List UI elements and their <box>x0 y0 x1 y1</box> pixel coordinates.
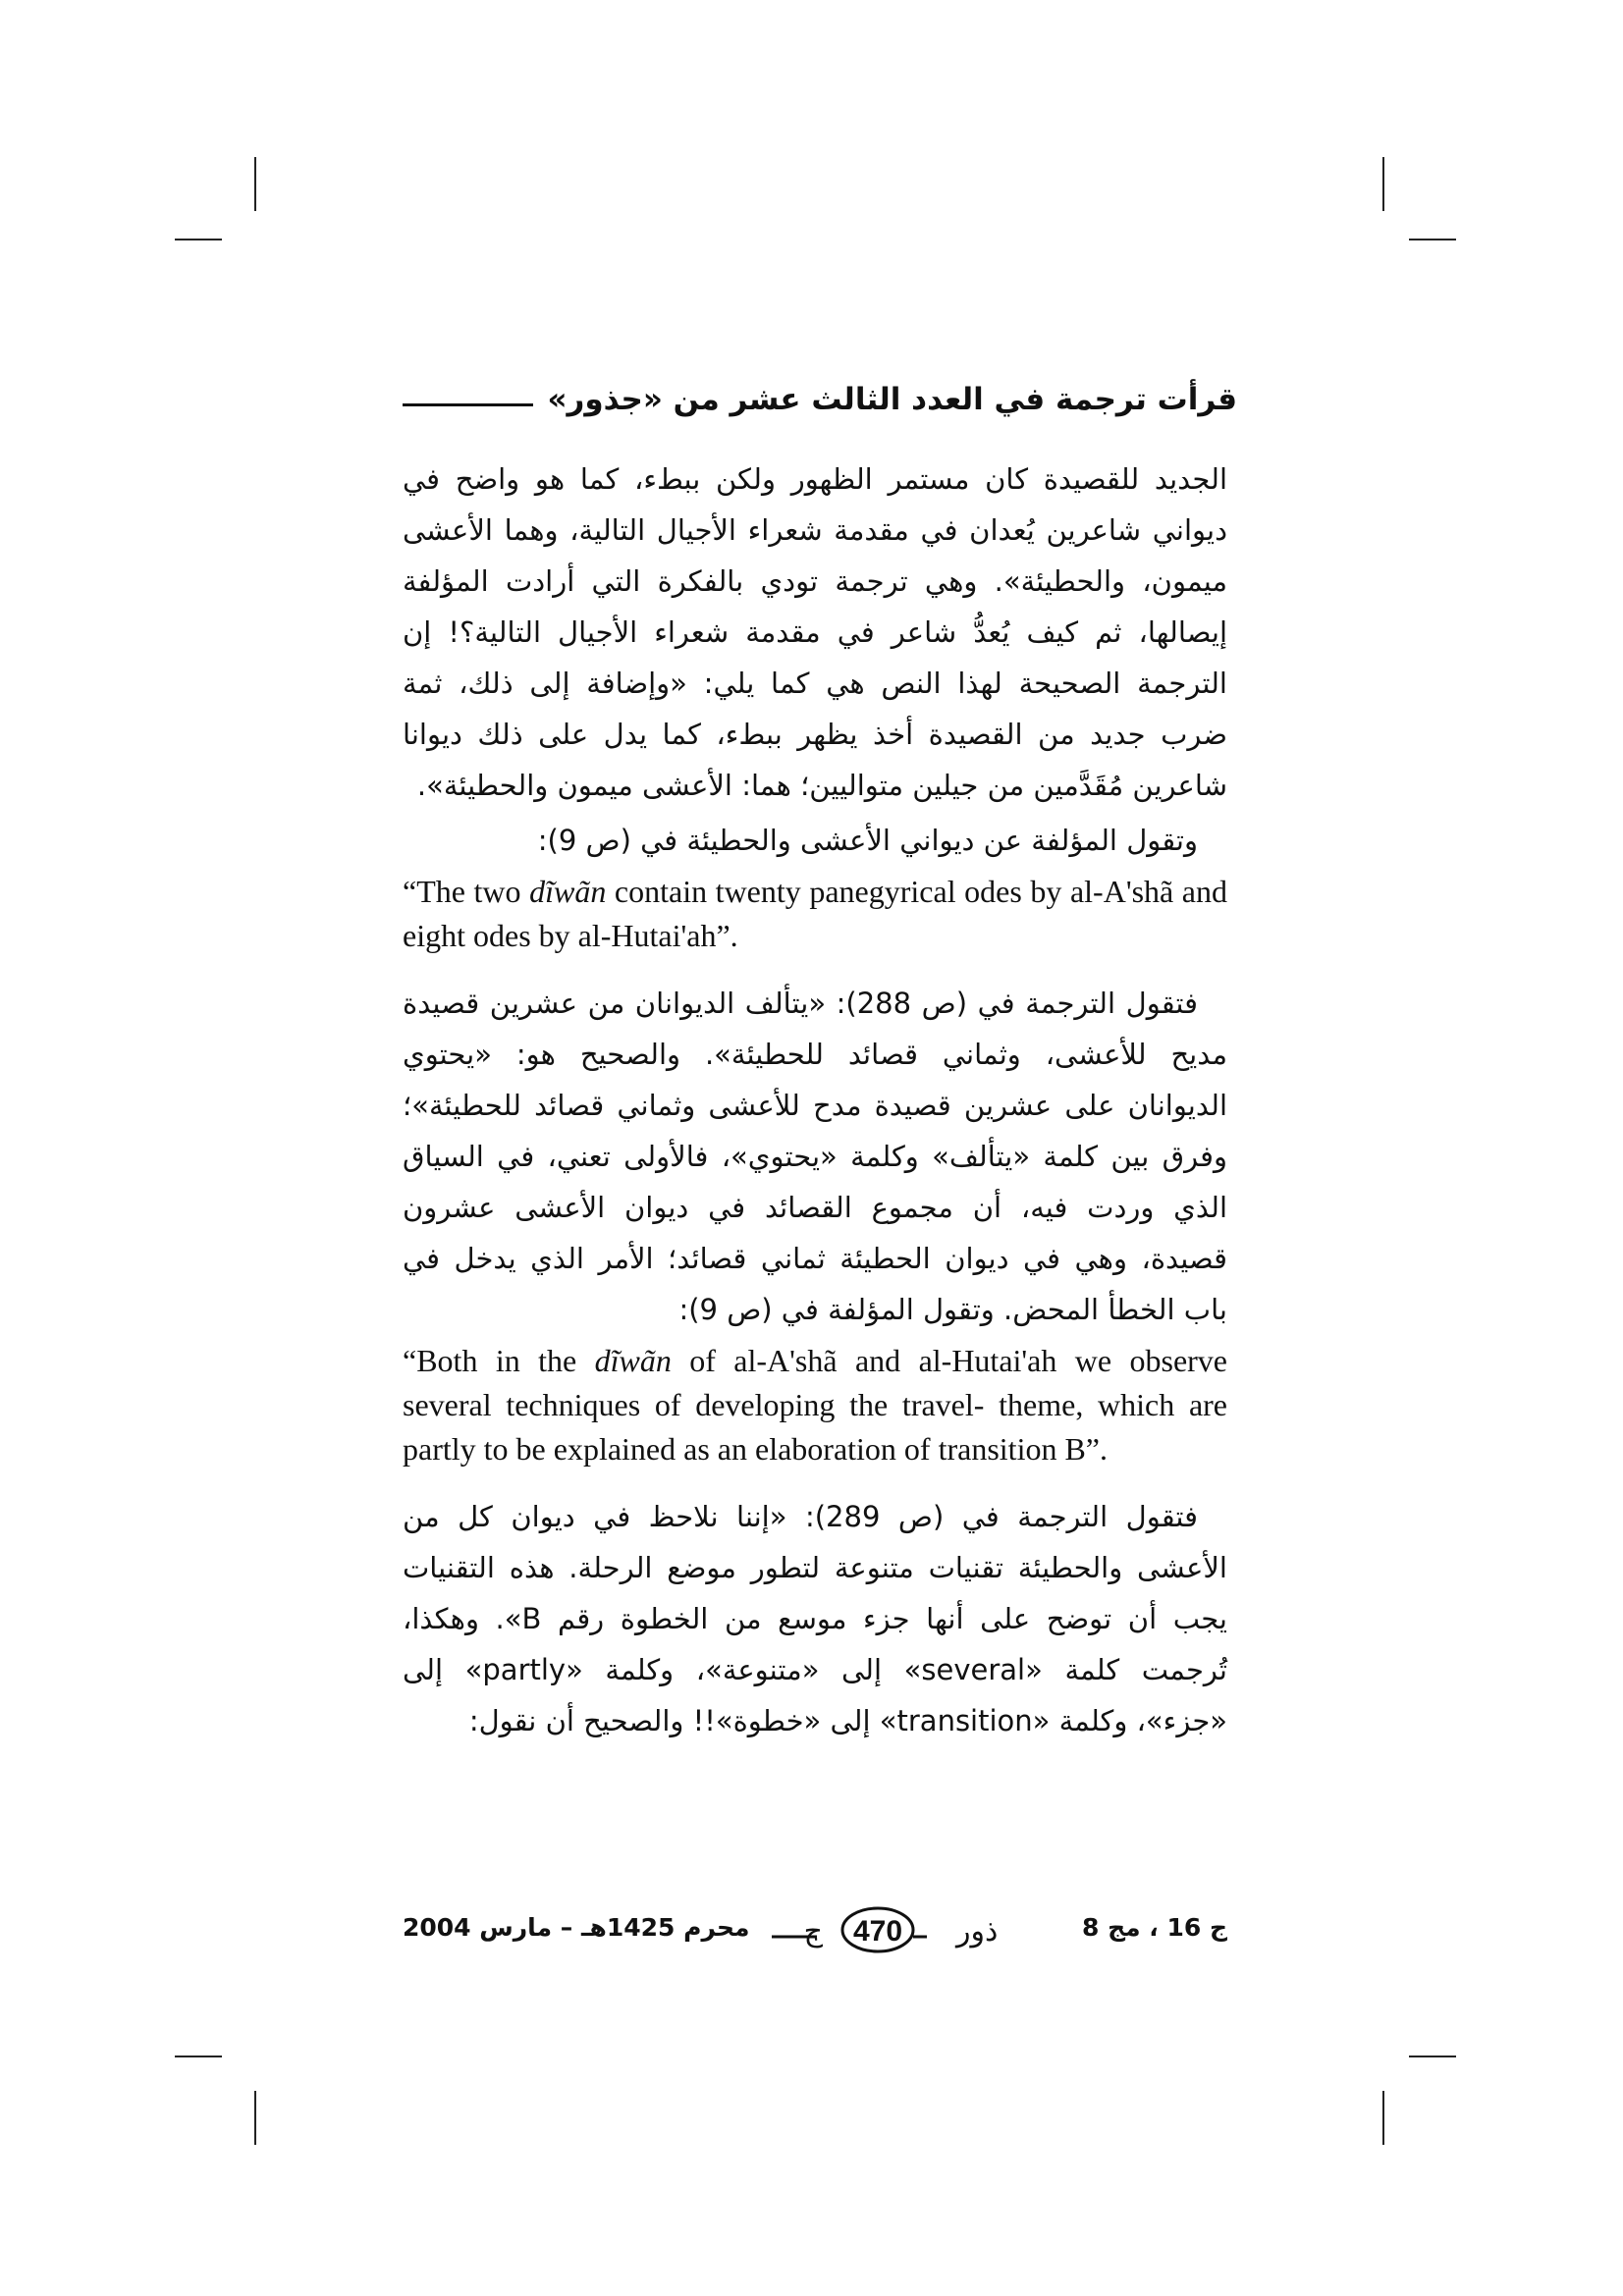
page-footer <box>403 1899 1227 1958</box>
english-quote-2 <box>403 1339 1227 1471</box>
quote-2-after: of al-A'shã and al-Hutai'ah we observe several techniques of developing the travel- theme, which are partly to be explained as an elaboration of transition B”. <box>403 1343 1227 1467</box>
crop-mark-bottom-left-horizontal <box>175 2056 222 2057</box>
quote-1-after: contain twenty panegyrical odes by al-A'shã and eight odes by al-Hutai'ah”. <box>403 874 1228 953</box>
crop-mark-bottom-left-vertical <box>254 2091 256 2145</box>
paragraph-2: وتقول المؤلفة عن ديواني الأعشى والحطيئة في (ص 9): <box>537 824 1198 857</box>
running-header <box>403 377 1237 422</box>
header-title: قرأت ترجمة في العدد الثالث عشر من «جذور» <box>547 382 1237 417</box>
page-number: 470 <box>852 1915 903 1948</box>
crop-mark-bottom-right-horizontal <box>1409 2056 1456 2057</box>
journal-page-logo <box>723 1899 999 1958</box>
english-quote-1 <box>403 870 1227 958</box>
paragraph-3: فتقول الترجمة في (ص 288): «يتألف الديوانان من عشرين قصيدة مديح للأعشى، وثماني قصائد للحطيئة». والصحيح هو: «يحتوي الديوانان على عشرين قصيدة مدح للأعشى وثماني قصائد للحطيئة»؛ وفرق بين كلمة «يتألف» وكلمة «يحتوي»، فالأولى تعني، في السياق الذي وردت فيه، أن مجموع القصائد في ديوان الأعشى عشرون قصيدة، وهي في ديوان الحطيئة ثماني قصائد؛ الأمر الذي يدخل في باب الخطأ المحض. وتقول المؤلفة في (ص 9): <box>403 987 1227 1326</box>
crop-mark-top-right-horizontal <box>1409 239 1456 240</box>
journal-name-part-2: ذور <box>956 1914 999 1949</box>
journal-name-part-1: ج <box>803 1914 823 1949</box>
issue-volume: ج 16 ، مج 8 <box>1081 1913 1227 1942</box>
quote-1-italic: dĩwãn <box>529 874 607 909</box>
quote-2-italic: dĩwãn <box>594 1343 672 1378</box>
crop-mark-top-right-vertical <box>1382 157 1384 211</box>
crop-mark-top-left-horizontal <box>175 239 222 240</box>
quote-2-before: “Both in the <box>403 1343 595 1378</box>
paragraph-4: فتقول الترجمة في (ص 289): «إننا نلاحظ في ديوان كل من الأعشى والحطيئة تقنيات متنوعة لتطور موضع الرحلة. هذه التقنيات يجب أن توضح على أنها جزء موسع من الخطوة رقم B». وهكذا، تُرجمت كلمة «several» إلى «متنوعة»، وكلمة «partly» إلى «جزء»، وكلمة «transition» إلى «خطوة»!! والصحيح أن نقول: <box>403 1500 1227 1737</box>
issue-date: محرم 1425هـ – مارس 2004 <box>403 1913 750 1942</box>
quote-1-before: “The two <box>403 874 530 909</box>
crop-mark-bottom-right-vertical <box>1382 2091 1384 2145</box>
crop-mark-top-left-vertical <box>254 157 256 211</box>
article-body <box>403 454 1227 1746</box>
header-rule <box>403 403 533 406</box>
paragraph-1: الجديد للقصيدة كان مستمر الظهور ولكن ببطء، كما هو واضح في ديواني شاعرين يُعدان في مقدمة شعراء الأجيال التالية، وهما الأعشى ميمون، والحطيئة». وهي ترجمة تودي بالفكرة التي أرادت المؤلفة إيصالها، ثم كيف يُعدُّ شاعر في مقدمة شعراء الأجيال التالية؟! إن الترجمة الصحيحة لهذا النص هي كما يلي: «وإضافة إلى ذلك، ثمة ضرب جديد من القصيدة أخذ يظهر ببطء، كما يدل على ذلك ديوانا شاعرين مُقَدَّمين من جيلين متواليين؛ هما: الأعشى ميمون والحطيئة». <box>403 462 1227 802</box>
